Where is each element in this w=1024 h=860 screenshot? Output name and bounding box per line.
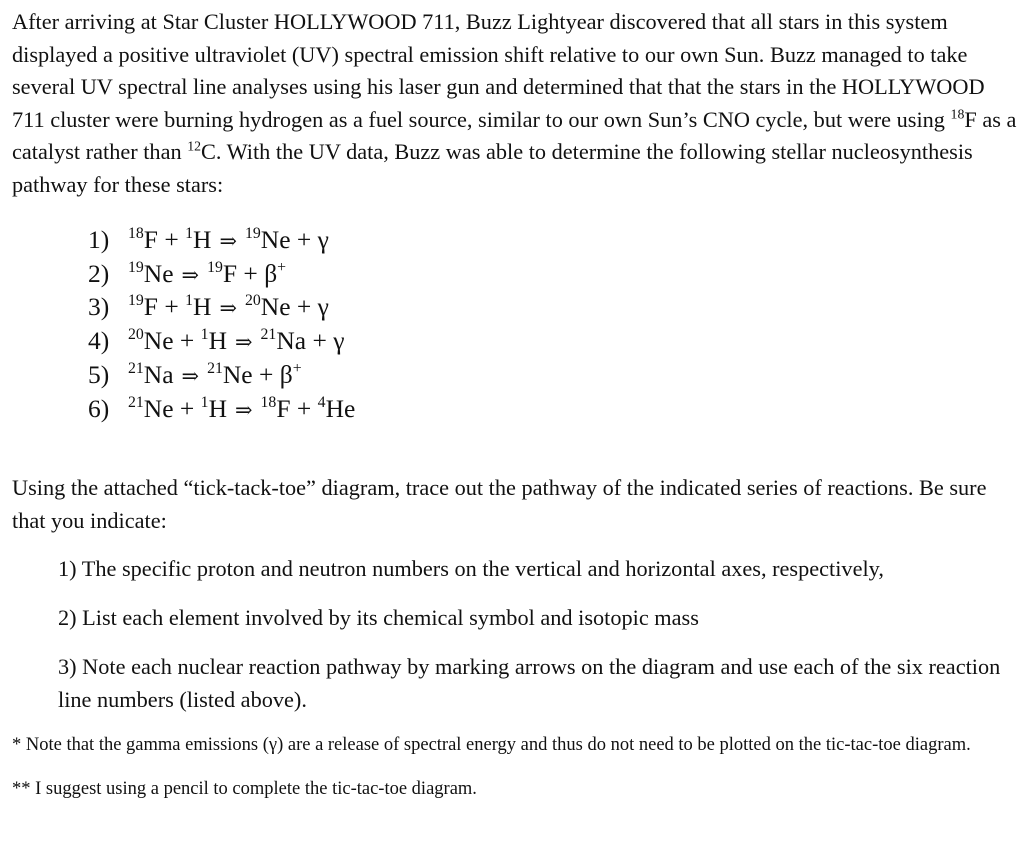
yields-arrow-icon: ⇒: [235, 397, 253, 422]
step-1: 1) The specific proton and neutron numbers on the vertical and horizontal axes, respectively,: [58, 556, 884, 581]
element-symbol: He: [325, 393, 356, 423]
mass-number: 20: [128, 326, 144, 344]
instructions-text: Using the attached “tick-tack-toe” diagram, trace out the pathway of the indicated series of reactions. Be sure that you indicate:: [12, 475, 987, 533]
element-symbol: Na: [143, 359, 174, 389]
element-symbol: H: [193, 225, 212, 254]
plus-sign: +: [290, 225, 318, 254]
mass-number: 21: [128, 360, 144, 378]
element-symbol: F: [143, 225, 158, 254]
reaction-4: [88, 325, 355, 359]
element-symbol: β: [264, 258, 278, 288]
intro-text: [12, 6, 1020, 202]
intro-sup-18: 18: [950, 106, 965, 122]
reactant-term: [128, 224, 158, 257]
mass-number: 1: [200, 393, 209, 411]
reaction-list: [88, 224, 355, 426]
yields-arrow-icon: ⇒: [181, 262, 200, 287]
product-term: [261, 325, 307, 358]
reaction-number: 4): [88, 326, 110, 356]
plus-sign: +: [237, 258, 265, 288]
instructions-paragraph: [12, 472, 1020, 537]
element-symbol: F: [276, 393, 291, 423]
plus-sign: +: [290, 292, 318, 322]
reaction-3: [88, 291, 355, 325]
element-symbol: H: [208, 326, 227, 356]
plus-sign: +: [157, 225, 186, 254]
reaction-number: 6): [88, 393, 110, 423]
reaction-6: [88, 393, 355, 427]
reaction-number: 2): [88, 258, 110, 288]
element-symbol: γ: [333, 326, 345, 356]
reaction-number: 1): [88, 225, 110, 254]
plus-sign: +: [290, 393, 318, 423]
element-symbol: γ: [317, 292, 329, 322]
element-symbol: Ne: [143, 326, 174, 356]
yields-arrow-icon: ⇒: [235, 330, 253, 355]
reaction-number: 3): [88, 292, 110, 322]
element-symbol: β: [279, 359, 293, 389]
element-symbol: Ne: [143, 258, 174, 288]
element-symbol: H: [193, 292, 212, 322]
plus-sign: +: [173, 393, 201, 423]
reaction-5: [88, 359, 355, 393]
mass-number: 21: [260, 326, 277, 344]
reactant-term: [128, 393, 174, 426]
element-symbol: H: [208, 393, 227, 423]
reactant-term: [185, 291, 211, 324]
product-term: [318, 393, 356, 426]
intro-paragraph: [12, 6, 1020, 202]
step-2: 2) List each element involved by its chemical symbol and isotopic mass: [58, 605, 699, 630]
reactant-term: [185, 224, 211, 257]
reactant-term: [128, 325, 174, 358]
product-term: [207, 359, 253, 392]
mass-number: 1: [185, 292, 194, 310]
notes: [12, 732, 1012, 803]
element-symbol: Ne: [143, 393, 174, 423]
step-3: 3) Note each nuclear reaction pathway by marking arrows on the diagram and use each of the six reaction line numbers (listed above).: [58, 654, 1001, 712]
reactant-term: [128, 291, 158, 324]
mass-number: 21: [128, 393, 144, 411]
element-symbol: Ne: [222, 359, 253, 389]
mass-number: 19: [207, 258, 223, 276]
note-gamma: * Note that the gamma emissions (γ) are a release of spectral energy and thus do not need to be plotted on the tic-tac-toe diagram.: [12, 735, 971, 755]
mass-number: 19: [244, 225, 261, 243]
intro-part-3: C. With the UV data, Buzz was able to determine the following stellar nucleosynthesis pathway for these stars:: [12, 139, 973, 197]
plus-sign: +: [306, 326, 334, 356]
plus-sign: +: [252, 359, 280, 389]
mass-number: 21: [207, 360, 223, 378]
charge: +: [292, 360, 302, 378]
mass-number: 20: [244, 292, 261, 310]
mass-number: 19: [128, 292, 144, 310]
reaction-1: [88, 224, 355, 258]
intro-part-2: F as a catalyst rather than: [12, 106, 1017, 165]
reaction-2: [88, 258, 355, 292]
yields-arrow-icon: ⇒: [181, 363, 200, 388]
element-symbol: F: [143, 292, 158, 322]
intro-part-1: After arriving at Star Cluster HOLLYWOOD 711, Buzz Lightyear discovered that all stars in this system displayed a positive ultraviolet (UV) spectral emission shift relative to our own Sun. Buzz managed to take several UV spectral line analyses using his laser gun and determined that that the stars in the HOLLYWOOD 711 cluster were burning hydrogen as a fuel source, similar to our own Sun’s CNO cycle, but were using: [12, 9, 985, 132]
product-term: [245, 224, 291, 257]
element-symbol: Na: [276, 326, 307, 356]
reactant-term: [128, 258, 174, 291]
reactant-term: [201, 325, 227, 358]
mass-number: 18: [128, 225, 144, 243]
mass-number: 1: [185, 225, 194, 243]
plus-sign: +: [157, 292, 186, 322]
mass-number: 18: [260, 393, 277, 411]
reaction-number: 5): [88, 359, 110, 389]
element-symbol: Ne: [260, 225, 291, 254]
mass-number: 1: [200, 326, 209, 344]
reactant-term: [201, 393, 227, 426]
product-term: [333, 325, 344, 358]
product-term: [264, 258, 286, 291]
plus-sign: +: [173, 326, 201, 356]
note-pencil: ** I suggest using a pencil to complete the tic-tac-toe diagram.: [12, 778, 477, 799]
element-symbol: F: [222, 258, 238, 288]
intro-sup-12: 12: [187, 138, 202, 154]
product-term: [318, 291, 329, 324]
yields-arrow-icon: ⇒: [219, 229, 237, 253]
charge: +: [277, 258, 287, 276]
mass-number: 4: [317, 393, 326, 411]
product-term: [207, 258, 237, 291]
product-term: [245, 291, 291, 324]
yields-arrow-icon: ⇒: [219, 296, 237, 321]
reactant-term: [128, 359, 174, 392]
product-term: [261, 393, 291, 426]
mass-number: 19: [128, 258, 144, 276]
product-term: [318, 224, 329, 257]
product-term: [280, 359, 302, 392]
element-symbol: γ: [317, 225, 329, 254]
element-symbol: Ne: [260, 292, 291, 322]
